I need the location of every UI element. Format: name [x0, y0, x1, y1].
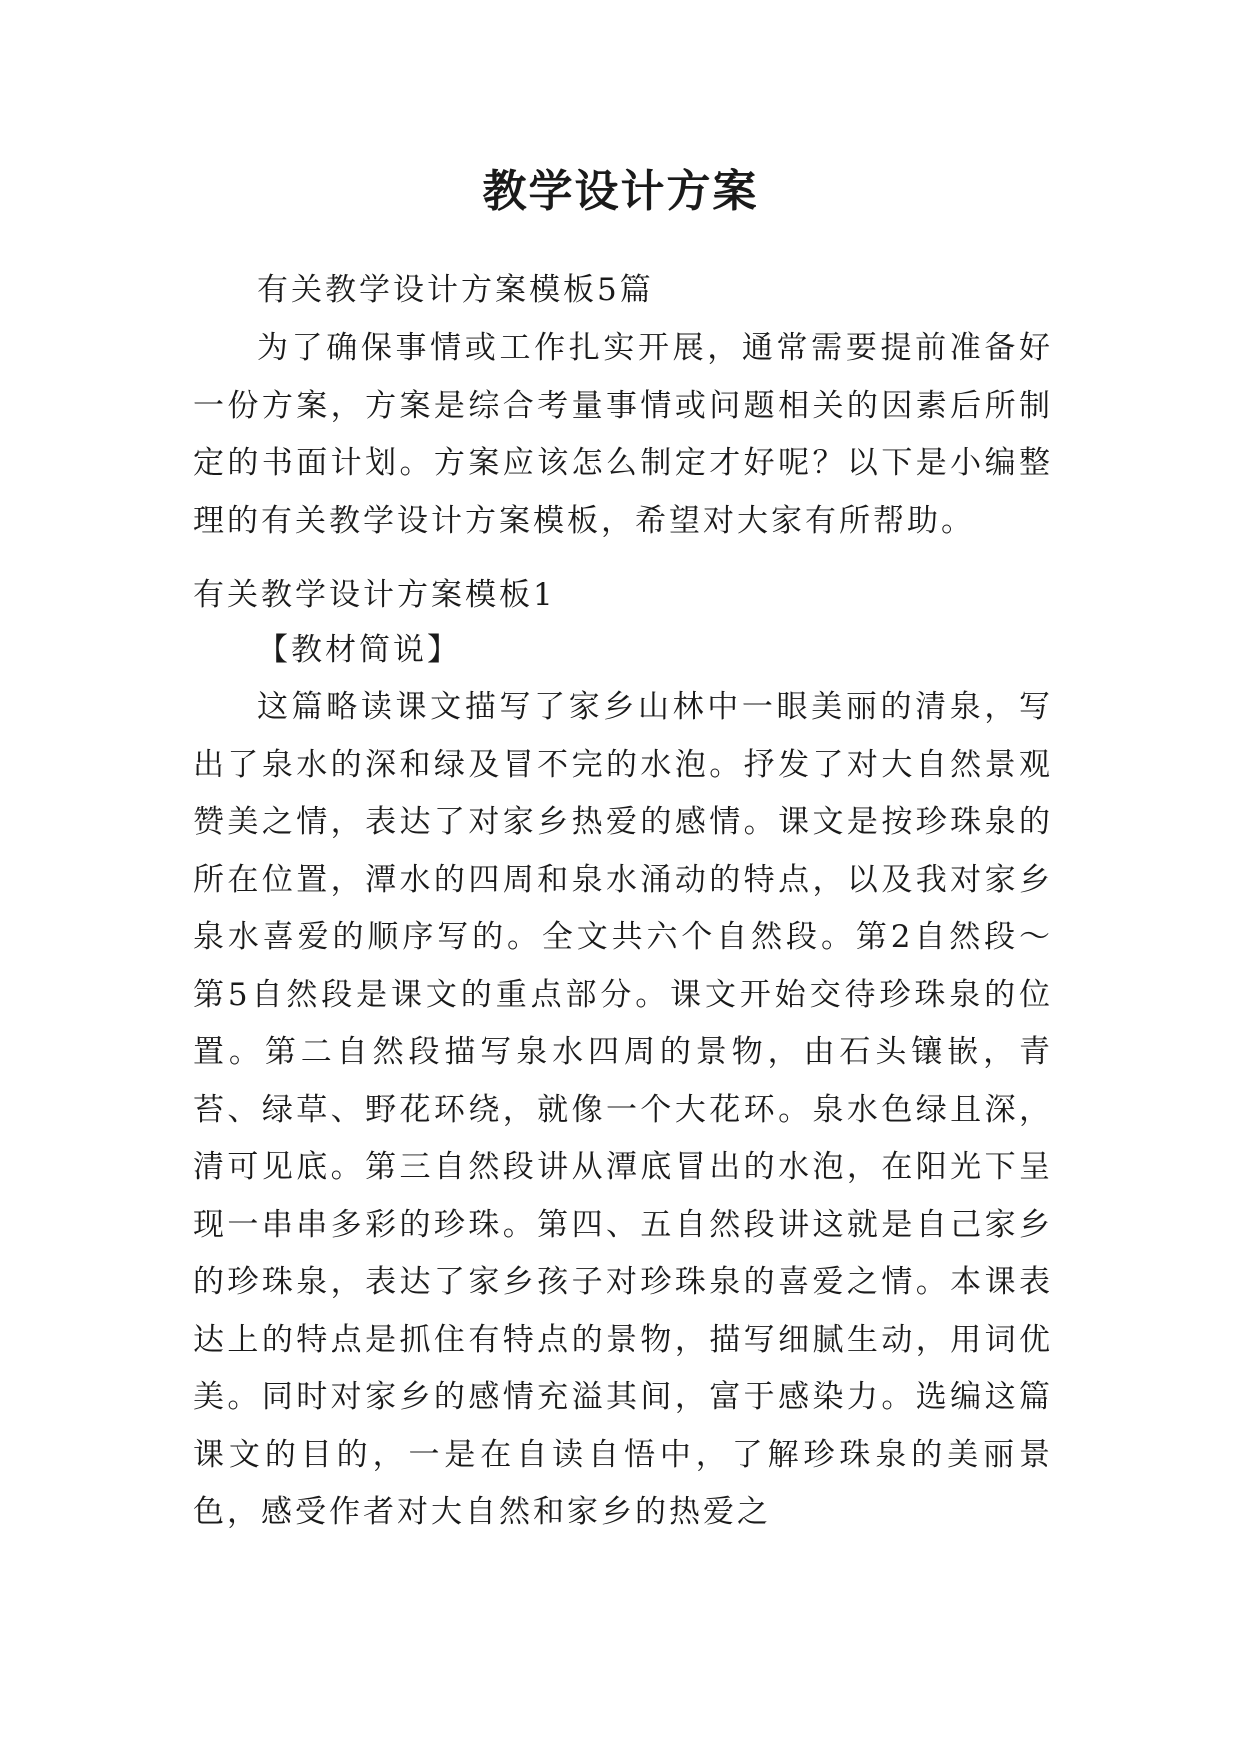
document-subtitle: 有关教学设计方案模板5篇: [257, 272, 654, 308]
document-title: 教学设计方案: [482, 166, 759, 217]
section-heading: 有关教学设计方案模板1: [193, 577, 556, 613]
subsection-label: 【教材简说】: [257, 632, 461, 668]
body-paragraph: 这篇略读课文描写了家乡山林中一眼美丽的清泉，写出了泉水的深和绿及冒不完的水泡。抒发了对大自然景观赞美之情，表达了对家乡热爱的感情。课文是按珍珠泉的所在位置，潭水的四周和泉水涌动的特点，以及我对家乡泉水喜爱的顺序写的。全文共六个自然段。第2自然段～第5自然段是课文的重点部分。课文开始交待珍珠泉的位置。第二自然段描写泉水四周的景物，由石头镶嵌，青苔、绿草、野花环绕，就像一个大花环。泉水色绿且深，清可见底。第三自然段讲从潭底冒出的水泡，在阳光下呈现一串串多彩的珍珠。第四、五自然段讲这就是自己家乡的珍珠泉，表达了家乡孩子对珍珠泉的喜爱之情。本课表达上的特点是抓住有特点的景物，描写细腻生动，用词优美。同时对家乡的感情充溢其间，富于感染力。选编这篇课文的目的，一是在自读自悟中，了解珍珠泉的美丽景色，感受作者对大自然和家乡的热爱之: [193, 689, 1053, 1530]
intro-paragraph: 为了确保事情或工作扎实开展，通常需要提前准备好一份方案，方案是综合考量事情或问题相关的因素后所制定的书面计划。方案应该怎么制定才好呢？以下是小编整理的有关教学设计方案模板，希望对大家有所帮助。: [193, 330, 1053, 539]
